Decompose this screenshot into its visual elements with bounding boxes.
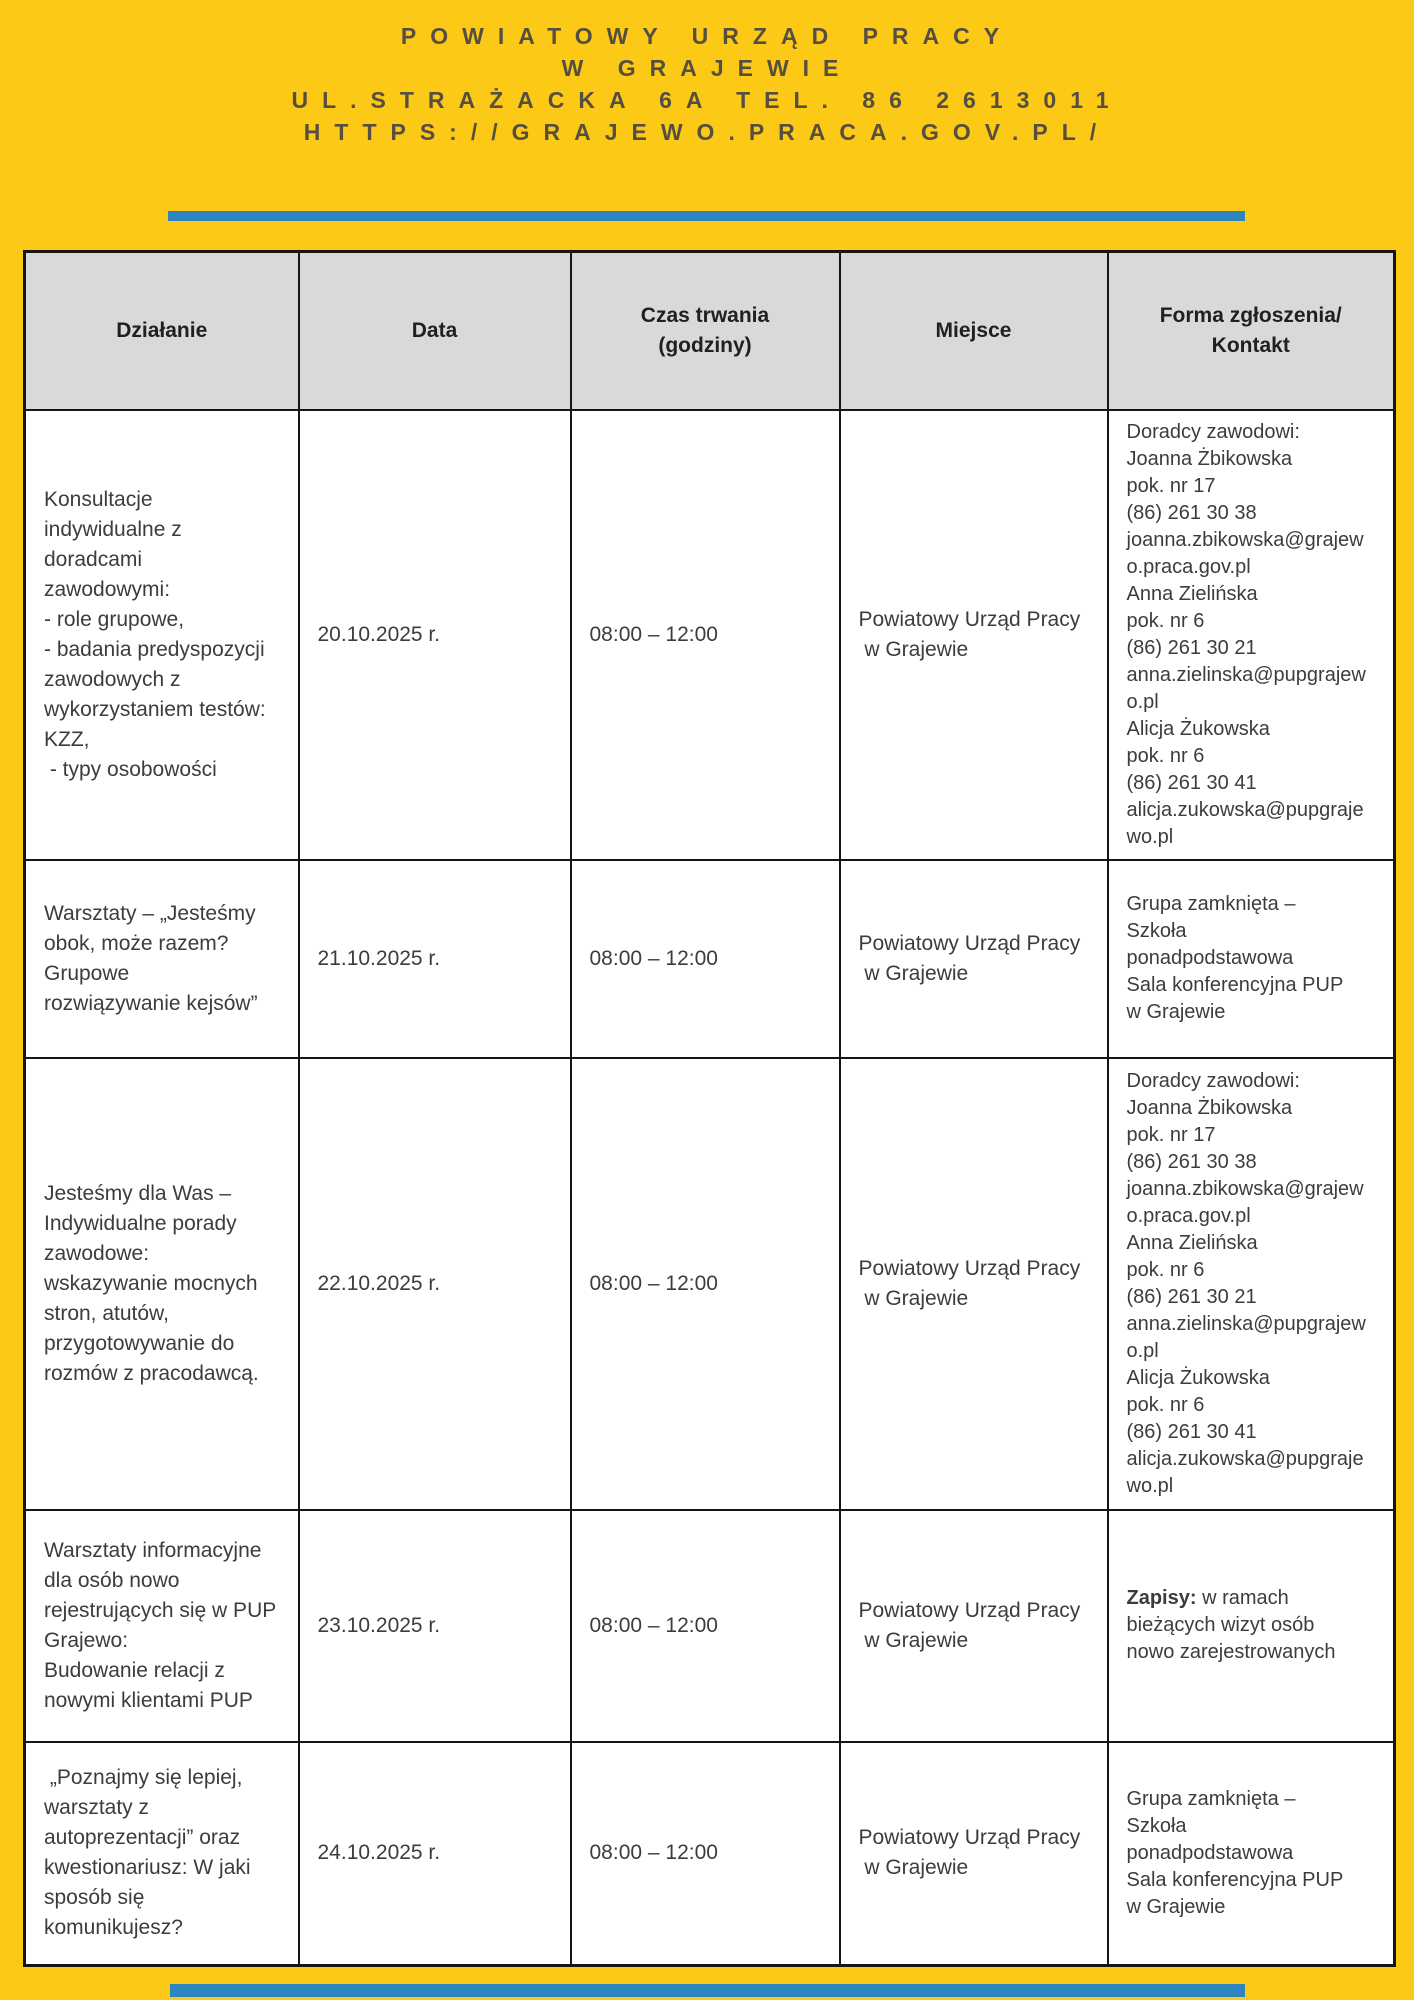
top-accent-bar bbox=[168, 211, 1245, 221]
cell-time: 08:00 – 12:00 bbox=[571, 1510, 840, 1742]
contact-bold-prefix: Zapisy: bbox=[1126, 1587, 1197, 1609]
column-header-duration: Czas trwania (godziny) bbox=[571, 252, 840, 410]
cell-place: Powiatowy Urząd Pracy w Grajewie bbox=[840, 860, 1108, 1058]
cell-action: Warsztaty – „Jesteśmy obok, może razem? Grupowe rozwiązywanie kejsów” bbox=[25, 860, 299, 1058]
table-row bbox=[25, 1742, 1395, 1966]
cell-action: Warsztaty informacyjne dla osób nowo rejestrujących się w PUP Grajewo: Budowanie relacji z nowymi klientami PUP bbox=[25, 1510, 299, 1742]
cell-time: 08:00 – 12:00 bbox=[571, 1742, 840, 1966]
cell-time: 08:00 – 12:00 bbox=[571, 1058, 840, 1510]
cell-place: Powiatowy Urząd Pracy w Grajewie bbox=[840, 1510, 1108, 1742]
table-row bbox=[25, 410, 1395, 860]
contact-text: Doradcy zawodowi: Joanna Żbikowska pok. nr 17 (86) 261 30 38 joanna.zbikowska@grajew o.praca.gov.pl Anna Zielińska pok. nr 6 (86) 261 30 21 anna.zielinska@pupgrajew o.pl Alicja Żukowska pok. nr 6 (86) 261 30 41 alicja.zukowska@pupgraje wo.pl bbox=[1126, 420, 1366, 848]
org-name-line-2: W GRAJEWIE bbox=[561, 55, 853, 81]
cell-date: 24.10.2025 r. bbox=[299, 1742, 571, 1966]
cell-time: 08:00 – 12:00 bbox=[571, 410, 840, 860]
cell-date: 22.10.2025 r. bbox=[299, 1058, 571, 1510]
org-name-line-1: POWIATOWY URZĄD PRACY bbox=[400, 23, 1014, 49]
table-row bbox=[25, 1510, 1395, 1742]
cell-time: 08:00 – 12:00 bbox=[571, 860, 840, 1058]
cell-contact bbox=[1108, 860, 1395, 1058]
bottom-accent-bar bbox=[170, 1984, 1245, 1997]
cell-contact bbox=[1108, 1742, 1395, 1966]
contact-text: Doradcy zawodowi: Joanna Żbikowska pok. nr 17 (86) 261 30 38 joanna.zbikowska@grajew o.praca.gov.pl Anna Zielińska pok. nr 6 (86) 261 30 21 anna.zielinska@pupgrajew o.pl Alicja Żukowska pok. nr 6 (86) 261 30 41 alicja.zukowska@pupgraje wo.pl bbox=[1126, 1069, 1366, 1497]
cell-place: Powiatowy Urząd Pracy w Grajewie bbox=[840, 1058, 1108, 1510]
cell-date: 20.10.2025 r. bbox=[299, 410, 571, 860]
table-row bbox=[25, 860, 1395, 1058]
table-header-row bbox=[25, 252, 1395, 410]
column-header-place: Miejsce bbox=[840, 252, 1108, 410]
column-header-action: Działanie bbox=[25, 252, 299, 410]
contact-text: Grupa zamknięta – Szkoła ponadpodstawowa Sala konferencyjna PUP w Grajewie bbox=[1126, 1787, 1344, 1918]
cell-place: Powiatowy Urząd Pracy w Grajewie bbox=[840, 410, 1108, 860]
table-row bbox=[25, 1058, 1395, 1510]
cell-contact bbox=[1108, 410, 1395, 860]
cell-date: 21.10.2025 r. bbox=[299, 860, 571, 1058]
contact-text: w ramach bieżących wizyt osób nowo zarejestrowanych bbox=[1126, 1587, 1336, 1663]
cell-action: „Poznajmy się lepiej, warsztaty z autoprezentacji” oraz kwestionariusz: W jaki sposób się komunikujesz? bbox=[25, 1742, 299, 1966]
address-line: UL.STRAŻACKA 6A TEL. 86 2613011 bbox=[291, 87, 1123, 113]
website-line: HTTPS://GRAJEWO.PRACA.GOV.PL/ bbox=[303, 119, 1111, 145]
cell-contact bbox=[1108, 1058, 1395, 1510]
cell-date: 23.10.2025 r. bbox=[299, 1510, 571, 1742]
cell-place: Powiatowy Urząd Pracy w Grajewie bbox=[840, 1742, 1108, 1966]
cell-contact bbox=[1108, 1510, 1395, 1742]
column-header-date: Data bbox=[299, 252, 571, 410]
contact-text: Grupa zamknięta – Szkoła ponadpodstawowa Sala konferencyjna PUP w Grajewie bbox=[1126, 893, 1344, 1023]
schedule-table bbox=[23, 250, 1396, 1967]
cell-action: Konsultacje indywidualne z doradcami zawodowymi: - role grupowe, - badania predyspozycji zawodowych z wykorzystaniem testów: KZZ, - typy osobowości bbox=[25, 410, 299, 860]
cell-action: Jesteśmy dla Was – Indywidualne porady zawodowe: wskazywanie mocnych stron, atutów, przygotowywanie do rozmów z pracodawcą. bbox=[25, 1058, 299, 1510]
column-header-contact: Forma zgłoszenia/ Kontakt bbox=[1108, 252, 1395, 410]
masthead bbox=[0, 20, 1414, 148]
